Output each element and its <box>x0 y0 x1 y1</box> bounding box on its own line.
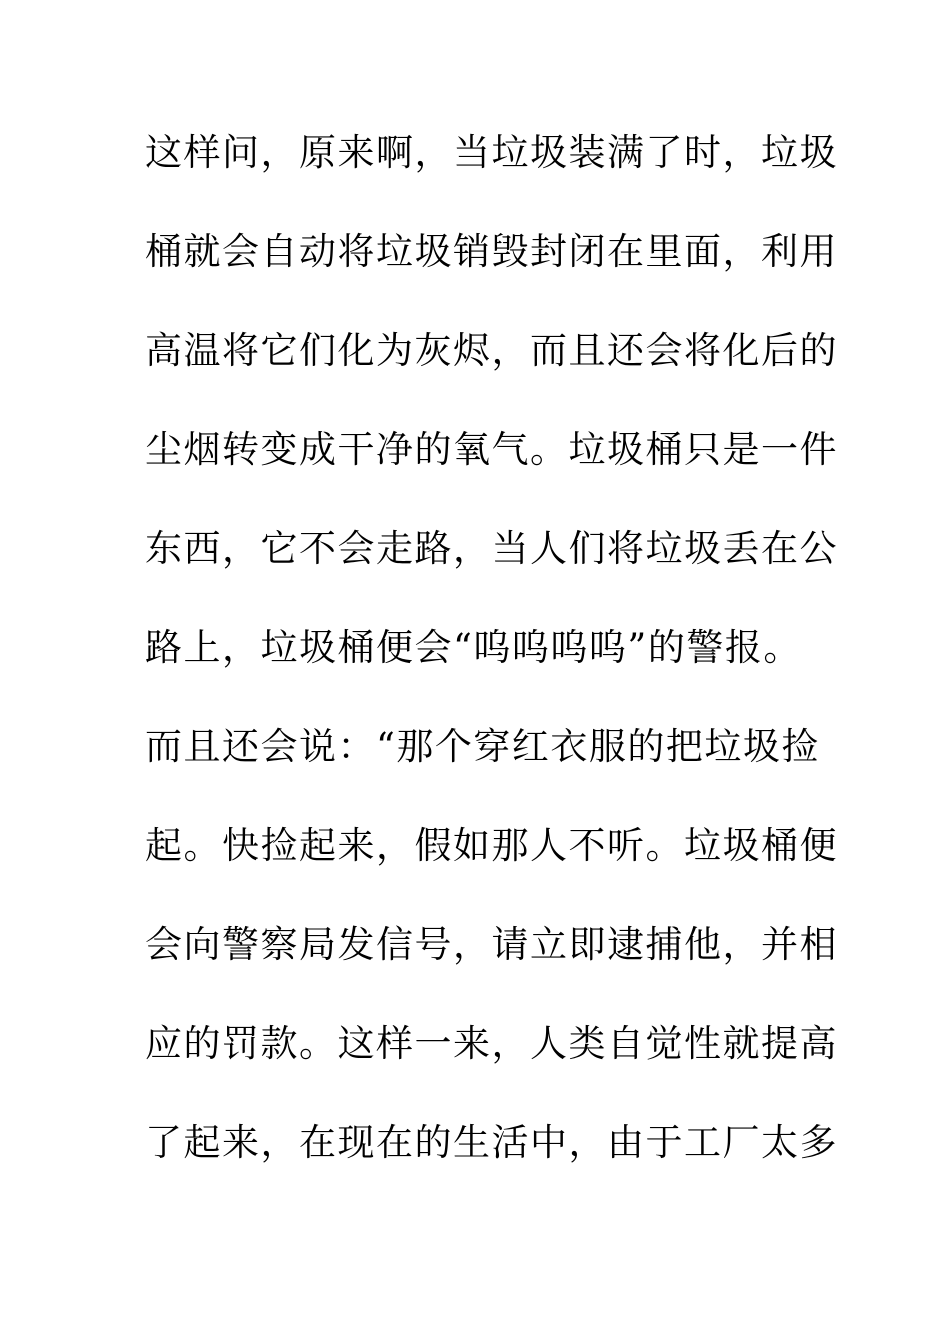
body-text <box>145 122 838 1211</box>
text-line: 会向警察局发信号，请立即逮捕他，并相 <box>145 923 838 966</box>
text-line: 东西，它不会走路，当人们将垃圾丢在公 <box>145 527 838 570</box>
text-line: 高温将它们化为灰烬，而且还会将化后的 <box>145 329 838 372</box>
text-line: 桶就会自动将垃圾销毁封闭在里面，利用 <box>145 230 838 273</box>
text-line: 尘烟转变成干净的氧气。垃圾桶只是一件 <box>145 428 838 471</box>
text-line: 路上，垃圾桶便会“呜呜呜呜”的警报。 <box>145 626 802 669</box>
text-line: 应的罚款。这样一来，人类自觉性就提高 <box>145 1022 838 1065</box>
text-line: 了起来，在现在的生活中，由于工厂太多 <box>145 1121 838 1164</box>
text-line: 起。快捡起来，假如那人不听。垃圾桶便 <box>145 824 838 867</box>
text-line: 这样问，原来啊，当垃圾装满了时，垃圾 <box>145 131 838 174</box>
text-line: 而且还会说：“那个穿红衣服的把垃圾捡 <box>145 725 820 768</box>
